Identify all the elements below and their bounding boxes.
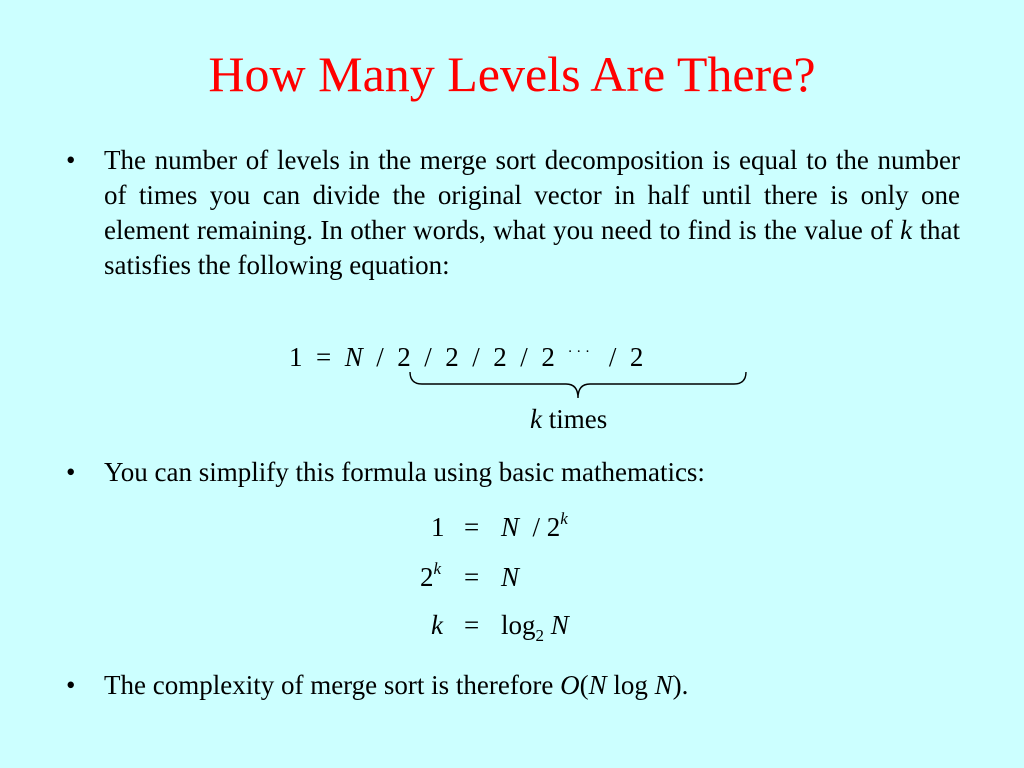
eq-slash: / bbox=[520, 342, 528, 372]
bullet-marker: • bbox=[66, 670, 76, 700]
row2-rhs bbox=[501, 561, 519, 593]
eq-equals: = bbox=[316, 342, 332, 372]
bullet-text bbox=[104, 668, 960, 703]
b3-N2: N bbox=[654, 670, 673, 700]
eq-slash: / bbox=[424, 342, 432, 372]
b3-log: log bbox=[606, 670, 655, 700]
row3-sub: 2 bbox=[535, 626, 545, 645]
variable-k: k bbox=[900, 215, 913, 245]
bullet-text-part: The number of levels in the merge sort decomposition is equal to the number of times you can divide the original vector in half until there is only one element remaining. In other words, what you need to find is the value of bbox=[104, 145, 960, 245]
row1-equals: = bbox=[464, 512, 480, 542]
row3-equals: = bbox=[464, 610, 480, 640]
row1-N: N bbox=[501, 512, 520, 542]
eq-two: 2 bbox=[541, 342, 555, 372]
row3-k: k bbox=[431, 610, 443, 640]
underbrace-icon bbox=[408, 370, 748, 402]
row1-rhs bbox=[501, 511, 568, 547]
eq-N: N bbox=[344, 342, 363, 372]
bullet-text bbox=[104, 143, 960, 283]
row1-slash: / bbox=[532, 512, 541, 542]
eq-lhs: 1 bbox=[289, 342, 303, 372]
row2-base: 2 bbox=[420, 562, 434, 592]
bullet-marker: • bbox=[66, 457, 76, 487]
brace-label bbox=[530, 403, 607, 435]
row2-N: N bbox=[501, 562, 520, 592]
row3-lhs bbox=[431, 609, 443, 641]
eq-two: 2 bbox=[397, 342, 411, 372]
eq-two: 2 bbox=[445, 342, 459, 372]
eq-two: 2 bbox=[629, 342, 644, 372]
brace-label-k: k bbox=[530, 404, 542, 434]
row3-N: N bbox=[550, 610, 569, 640]
row2-exp: k bbox=[433, 559, 442, 578]
row1-exp: k bbox=[560, 509, 568, 528]
row1-base: 2 bbox=[546, 512, 561, 542]
b3-N1: N bbox=[588, 670, 607, 700]
b3-open: ( bbox=[579, 670, 589, 700]
b3-text: The complexity of merge sort is therefore bbox=[104, 670, 554, 700]
row3-log: log bbox=[501, 610, 536, 640]
bullet-text-part: that satisfies the following equation: bbox=[104, 215, 961, 280]
row3-rhs bbox=[501, 609, 569, 645]
eq-slash: / bbox=[376, 342, 384, 372]
bullet-marker: • bbox=[66, 145, 76, 175]
row1-lhs: 1 bbox=[431, 512, 445, 542]
row2-equals: = bbox=[464, 562, 480, 592]
eq-slash: / bbox=[608, 342, 617, 372]
eq-two: 2 bbox=[493, 342, 507, 372]
bullet-text: You can simplify this formula using basic mathematics: bbox=[104, 457, 705, 487]
eq-slash: / bbox=[472, 342, 480, 372]
slide-title: How Many Levels Are There? bbox=[208, 46, 816, 102]
brace-label-times: times bbox=[548, 404, 608, 434]
eq-ellipsis: · · · bbox=[567, 344, 591, 360]
b3-close: ). bbox=[672, 670, 689, 700]
big-o: O bbox=[560, 670, 580, 700]
row2-lhs bbox=[420, 561, 441, 597]
